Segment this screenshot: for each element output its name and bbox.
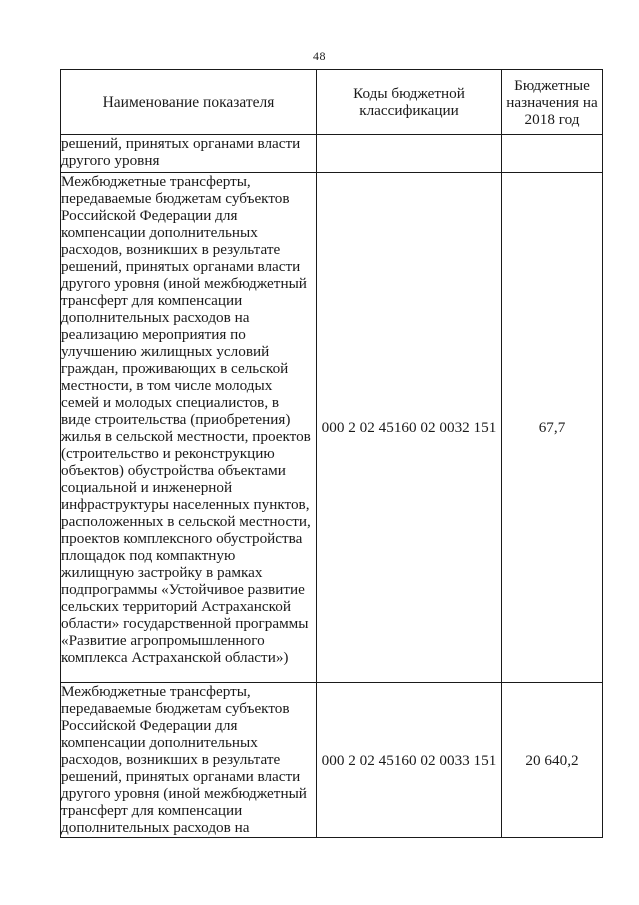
amount-cell: [502, 135, 603, 173]
table-row: [61, 135, 603, 173]
page-number: 48: [313, 49, 326, 63]
indicator-name-cell: Межбюджетные трансферты, передаваемые бюджетам субъектов Российской Федерации для компенсации дополнительных расходов, возникших в результате решений, принятых органами власти другого уровня (иной межбюджетный трансферт для компенсации дополнительных расходов на: [61, 683, 317, 838]
indicator-name-cell: решений, принятых органами власти другого уровня: [61, 135, 317, 173]
column-header-codes: Коды бюджетной классификации: [317, 70, 502, 135]
indicator-name-cell: Межбюджетные трансферты, передаваемые бюджетам субъектов Российской Федерации для компенсации дополнительных расходов, возникших в результате решений, принятых органами власти другого уровня (иной межбюджетный трансферт для компенсации дополнительных расходов на реализацию мероприятия по улучшению жилищных условий граждан, проживающих в сельской местности, в том числе молодых семей и молодых специалистов, в виде строительства (приобретения) жилья в сельской местности, проектов (строительство и реконструкцию объектов) обустройства объектами социальной и инженерной инфраструктуры населенных пунктов, расположенных в сельской местности, проектов комплексного обустройства площадок под компактную жилищную застройку в рамках подпрограммы «Устойчивое развитие сельских территорий Астраханской области» государственной программы «Развитие агропромышленного комплекса Астраханской области»): [61, 173, 317, 683]
table-row: [61, 683, 603, 838]
column-header-amount: Бюджетные назначения на 2018 год: [502, 70, 603, 135]
budget-code-cell: [317, 135, 502, 173]
budget-table: [60, 69, 603, 838]
table-row: [61, 173, 603, 683]
column-header-name: Наименование показателя: [61, 70, 317, 135]
table-header-row: [61, 70, 603, 135]
amount-cell: 67,7: [502, 173, 603, 683]
budget-code-cell: 000 2 02 45160 02 0033 151: [317, 683, 502, 838]
amount-cell: 20 640,2: [502, 683, 603, 838]
budget-code-cell: 000 2 02 45160 02 0032 151: [317, 173, 502, 683]
